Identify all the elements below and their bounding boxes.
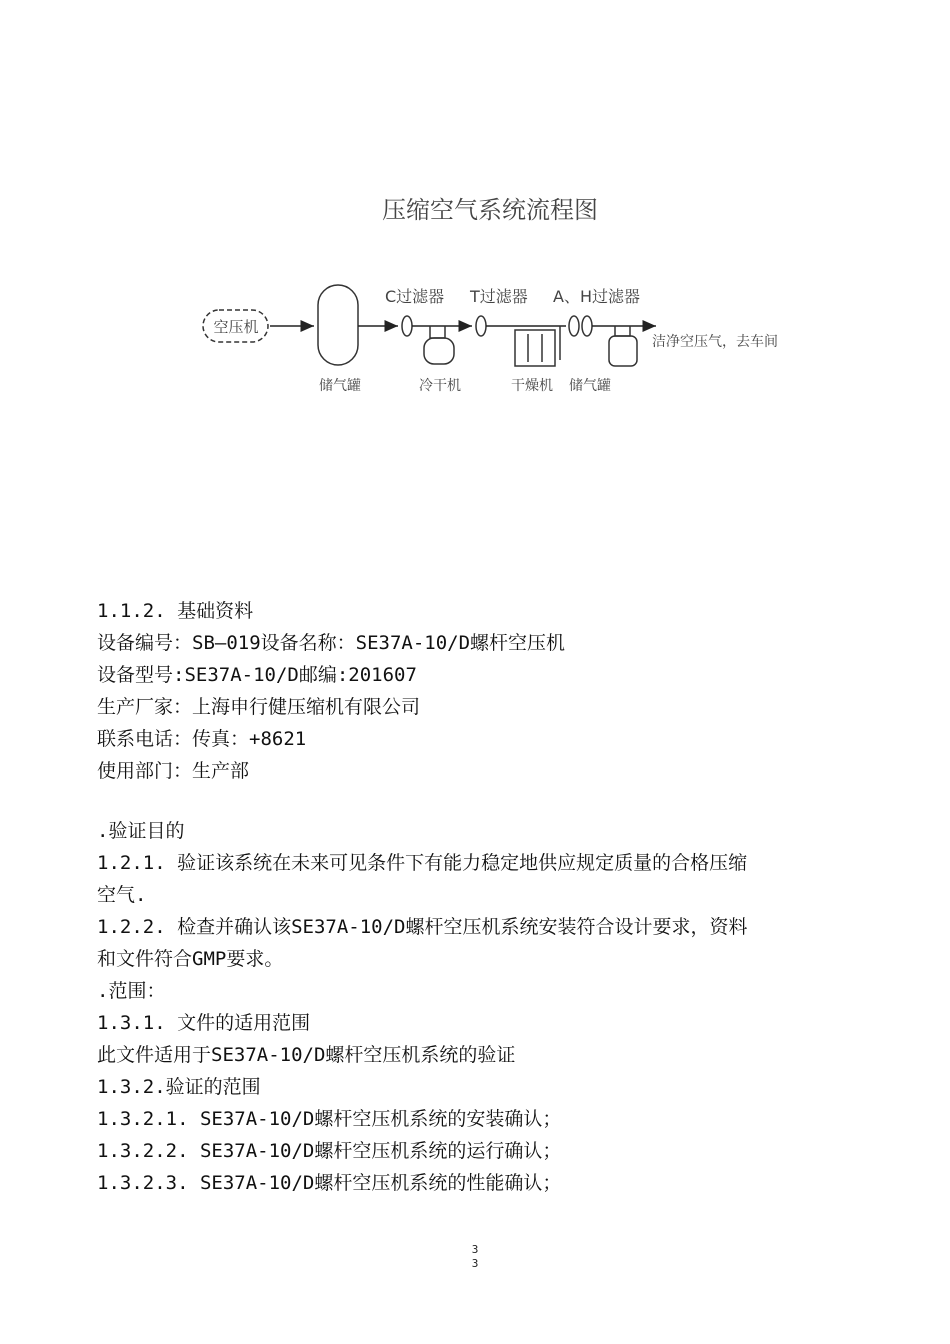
using-department: 使用部门：生产部	[97, 760, 250, 782]
page-number: 3	[471, 1243, 479, 1256]
flow-diagram	[0, 0, 950, 440]
scope-item-2: 1.3.2.验证的范围	[97, 1076, 261, 1098]
filter-c-label: C过滤器	[385, 287, 445, 306]
filter-c-icon	[402, 316, 412, 336]
purpose-item-1-cont: 空气.	[97, 884, 147, 906]
scope-item-1: 1.3.1. 文件的适用范围	[97, 1012, 311, 1034]
filter-a-icon	[569, 316, 579, 336]
adsorption-dryer-icon	[515, 330, 555, 366]
document-body	[97, 595, 877, 1199]
section-heading-scope: .范围：	[97, 980, 166, 1002]
receiver-1-label: 储气罐	[319, 378, 361, 394]
cold-dryer-label: 冷干机	[419, 378, 461, 394]
manufacturer: 生产厂家：上海申行健压缩机有限公司	[97, 696, 421, 718]
scope-item-2-2: 1.3.2.2. SE37A-10/D螺杆空压机系统的运行确认；	[97, 1140, 562, 1162]
cold-dryer-icon	[424, 338, 454, 364]
purpose-item-2: 1.2.2. 检查并确认该SE37A-10/D螺杆空压机系统安装符合设计要求，资料	[97, 916, 748, 938]
scope-item-2-1: 1.3.2.1. SE37A-10/D螺杆空压机系统的安装确认；	[97, 1108, 562, 1130]
purpose-item-2-cont: 和文件符合GMP要求。	[97, 948, 284, 970]
equipment-model: 设备型号:SE37A-10/D邮编:201607	[97, 664, 417, 686]
purpose-item-1: 1.2.1. 验证该系统在未来可见条件下有能力稳定地供应规定质量的合格压缩	[97, 852, 748, 874]
equipment-number: 设备编号：SB—019设备名称：SE37A-10/D螺杆空压机	[97, 632, 566, 654]
scope-item-1-text: 此文件适用于SE37A-10/D螺杆空压机系统的验证	[97, 1044, 516, 1066]
receiver-tank-1	[318, 285, 358, 365]
receiver-2-branch	[615, 326, 630, 336]
scope-item-2-3: 1.3.2.3. SE37A-10/D螺杆空压机系统的性能确认；	[97, 1172, 562, 1194]
receiver-2-label: 储气罐	[569, 378, 611, 394]
page-number-repeat: 3	[471, 1257, 479, 1270]
filter-h-icon	[582, 316, 592, 336]
contact-phone: 联系电话：传真：+8621	[97, 728, 307, 750]
dryer-branch	[430, 326, 445, 338]
filter-t-icon	[476, 316, 486, 336]
compressor-label: 空压机	[213, 318, 259, 336]
section-heading-purpose: .验证目的	[97, 820, 185, 842]
filter-ah-label: A、H过滤器	[553, 287, 640, 306]
receiver-tank-2	[609, 336, 637, 366]
section-heading-basic-info: 1.1.2. 基础资料	[97, 600, 254, 622]
adsorption-dryer-label: 干燥机	[511, 378, 553, 394]
diagram-title: 压缩空气系统流程图	[382, 196, 598, 224]
filter-t-label: T过滤器	[470, 287, 528, 306]
output-label: 洁净空压气，去车间	[652, 334, 778, 350]
